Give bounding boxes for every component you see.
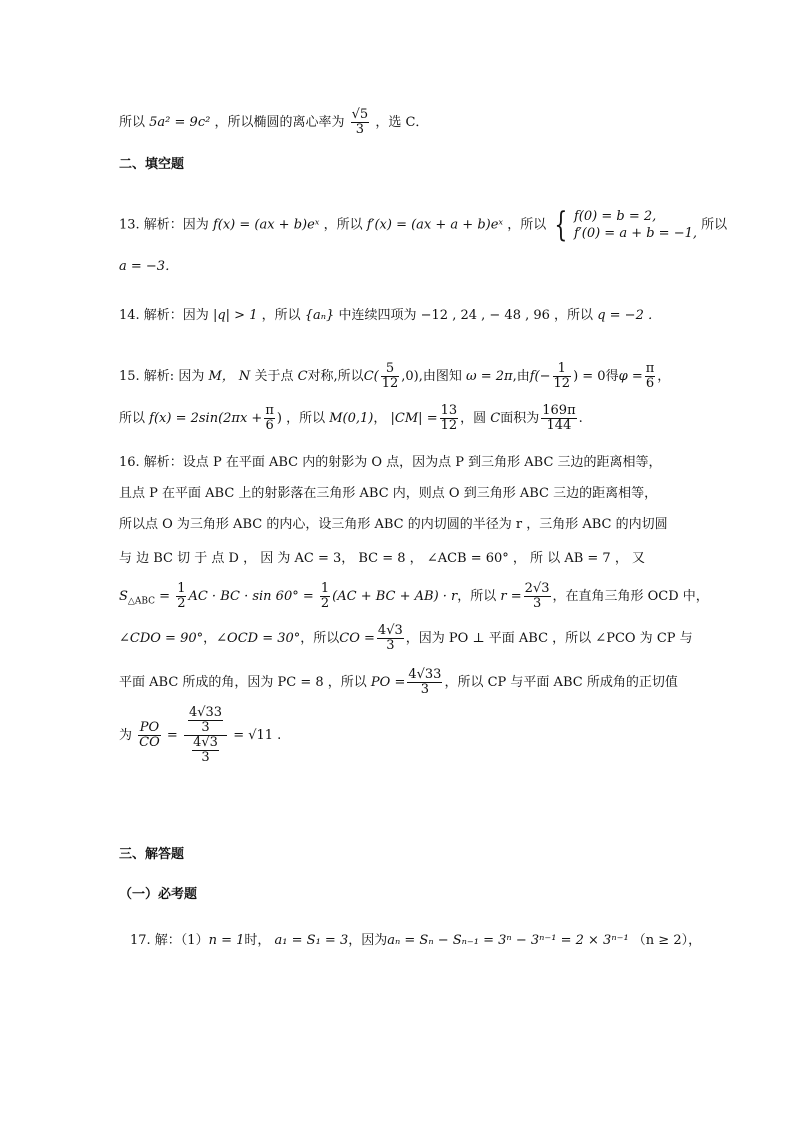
text: 对称,所以: [307, 369, 364, 384]
fraction: [381, 362, 400, 391]
text: ，选 C．: [375, 115, 429, 130]
equation: {aₙ}: [304, 308, 335, 323]
equation: ): [276, 411, 282, 426]
numerator: PO: [139, 720, 160, 735]
denominator: 144: [541, 418, 576, 433]
equation: a₁ = S₁ = 3: [274, 933, 349, 948]
equation: ,0): [401, 369, 419, 384]
text: 关于点: [254, 369, 294, 384]
denominator: 2: [177, 596, 186, 611]
numerator: 5: [385, 361, 395, 376]
text: ，因为 PO ⊥ 平面 ABC ，所以 ∠PCO 为 CP 与: [405, 631, 693, 646]
numerator: [184, 706, 227, 735]
denominator: 3: [351, 122, 370, 137]
text: ，: [657, 369, 671, 384]
denominator: 6: [645, 376, 655, 391]
numerator: π: [645, 361, 655, 376]
text: 所以: [119, 115, 146, 130]
equation: |q| > 1: [212, 308, 258, 323]
fraction: [192, 736, 219, 765]
numerator: 4√33: [408, 667, 442, 682]
fraction: [377, 624, 404, 653]
fraction: [440, 404, 459, 433]
equation: CO =: [339, 631, 375, 646]
equation: =: [166, 728, 178, 743]
numerator: 13: [440, 403, 458, 418]
q14-line: [119, 307, 661, 325]
numerator: 4√3: [377, 623, 403, 638]
equation: |CM| =: [390, 411, 438, 426]
denominator: 3: [524, 596, 551, 611]
denominator: 6: [265, 418, 274, 433]
equation: M(0,1): [329, 411, 374, 426]
denominator: CO: [139, 735, 160, 750]
q15-line-1: [119, 362, 670, 391]
fraction: [541, 404, 576, 433]
q16-line-1: 16. 解析：设点 P 在平面 ABC 内的射影为 O 点，因为点 P 到三角形 ABC 三边的距离相等，: [119, 455, 662, 470]
denominator: 12: [440, 418, 458, 433]
text: .: [578, 411, 583, 426]
fraction: [351, 108, 370, 137]
text: 所以: [119, 411, 146, 426]
equation: ∠CDO = 90°: [119, 631, 204, 646]
equation: 5a² = 9c²: [149, 115, 211, 130]
fraction: [407, 668, 442, 697]
q16-line-5: [119, 582, 709, 611]
equation: ∠OCD = 30°: [216, 631, 301, 646]
fraction: [138, 721, 161, 750]
q16-line-2: 且点 P 在平面 ABC 上的射影落在三角形 ABC 内，则点 O 到三角形 ABC 三边的距离相等，: [119, 486, 658, 501]
equation: C: [490, 411, 501, 426]
numerator: π: [265, 403, 274, 418]
equation: φ =: [618, 369, 643, 384]
text: 所以: [701, 217, 728, 233]
q16-line-6: [119, 624, 693, 653]
equation: aₙ = Sₙ − Sₙ₋₁ = 3ⁿ − 3ⁿ⁻¹ = 2 × 3ⁿ⁻¹: [387, 933, 629, 948]
q16-line-4: 与 边 BC 切 于 点 D ， 因 为 AC = 3， BC = 8 ， ∠ACB = 60° ， 所 以 AB = 7 ， 又: [119, 551, 645, 566]
numerator: 1: [557, 361, 566, 376]
text: 面积为: [500, 411, 540, 426]
text: 15. 解析: 因为: [119, 369, 205, 384]
equation: C(: [363, 369, 379, 384]
equation: f′(x) = (ax + a + b)eˣ: [366, 217, 504, 233]
denominator: 3: [188, 720, 223, 735]
q16-line-8: [119, 706, 281, 765]
text: 中连续四项为: [338, 308, 417, 323]
equation: f(x) = 2sin(2πx +: [149, 411, 263, 426]
denominator: [184, 735, 227, 765]
denominator: 12: [553, 376, 571, 391]
q15-line-2: [119, 404, 583, 433]
fraction: [188, 706, 223, 735]
equation: ) = 0得: [573, 369, 619, 384]
text: ，所以: [300, 631, 340, 646]
fraction: [524, 582, 551, 611]
fraction: [553, 362, 572, 391]
subscript: △ABC: [127, 596, 155, 607]
text: ，圆: [460, 411, 487, 426]
text: ，所以: [507, 217, 547, 233]
denominator: 3: [407, 682, 442, 697]
line-eccentricity: [119, 108, 428, 137]
denominator: 2: [320, 596, 330, 611]
brace-icon: {: [554, 205, 568, 245]
text: 14. 解析：因为: [119, 308, 209, 323]
equation: M， N: [208, 369, 251, 384]
compound-fraction: [184, 706, 227, 765]
text: ,由: [512, 369, 530, 384]
equation: AC · BC · sin 60° =: [188, 589, 314, 604]
equation: S: [119, 589, 128, 604]
fraction: [645, 362, 656, 391]
text: 为: [119, 728, 133, 743]
denominator: 3: [377, 638, 404, 653]
subsection-title-required: （一）必考题: [119, 887, 198, 902]
text: 13. 解析：因为: [119, 217, 209, 233]
equation: C: [297, 369, 308, 384]
equation: =: [159, 589, 171, 604]
equation-system: [574, 208, 697, 242]
text: ，: [203, 631, 217, 646]
fraction: [176, 582, 186, 611]
text: ，在直角三角形 OCD 中，: [552, 589, 709, 604]
text: ，所以: [286, 411, 326, 426]
numerator: √5: [351, 107, 369, 122]
text: 平面 ABC 所成的角，因为 PC = 8 ，所以: [119, 675, 367, 690]
text: ，所以: [457, 589, 497, 604]
equation: f(−: [529, 369, 551, 384]
text: ，所以: [323, 217, 363, 233]
equation: f(0) = b = 2,: [573, 209, 657, 224]
equation: PO =: [370, 675, 406, 690]
numerator: 169π: [542, 403, 576, 418]
section-title-answer: 三、解答题: [119, 847, 185, 862]
text: ，所以: [261, 308, 301, 323]
numerator: 1: [177, 581, 186, 596]
numerator: 1: [320, 581, 330, 596]
equation: = √11 .: [233, 728, 282, 743]
numerator: 4√3: [193, 735, 218, 750]
equation: f′(0) = a + b = −1,: [573, 226, 698, 241]
text: ，所以 CP 与平面 ABC 所成角的正切值: [444, 675, 678, 690]
text: ，所以: [554, 308, 594, 323]
equation: −12 , 24 , − 48 , 96: [420, 308, 550, 323]
text: （n ≥ 2），: [632, 933, 702, 948]
section-title-fill-in: 二、填空题: [119, 157, 185, 172]
text: ,由图知: [418, 369, 462, 384]
text: 时，: [244, 933, 271, 948]
q17-line: [130, 932, 701, 950]
q13-line: [119, 205, 728, 245]
denominator: 3: [192, 750, 219, 765]
q16-line-7: [119, 668, 678, 697]
equation: ω = 2π: [466, 369, 513, 384]
equation: r =: [500, 589, 522, 604]
denominator: 12: [381, 376, 399, 391]
equation: (AC + BC + AB) · r: [332, 589, 458, 604]
equation: q = −2 ．: [597, 308, 661, 323]
fraction: [264, 404, 275, 433]
q13-answer: a = −3．: [119, 259, 179, 274]
q16-line-3: 所以点 O 为三角形 ABC 的内心，设三角形 ABC 的内切圆的半径为 r ，三角形 ABC 的内切圆: [119, 517, 668, 532]
numerator: 2√3: [524, 581, 550, 596]
text: ，: [373, 411, 387, 426]
text: ，所以椭圆的离心率为: [214, 115, 345, 130]
text: 17. 解：（1）: [130, 933, 209, 948]
fraction: [320, 582, 330, 611]
numerator: 4√33: [188, 705, 223, 720]
equation: n = 1: [208, 933, 245, 948]
equation: f(x) = (ax + b)eˣ: [212, 217, 320, 233]
text: ，因为: [348, 933, 388, 948]
